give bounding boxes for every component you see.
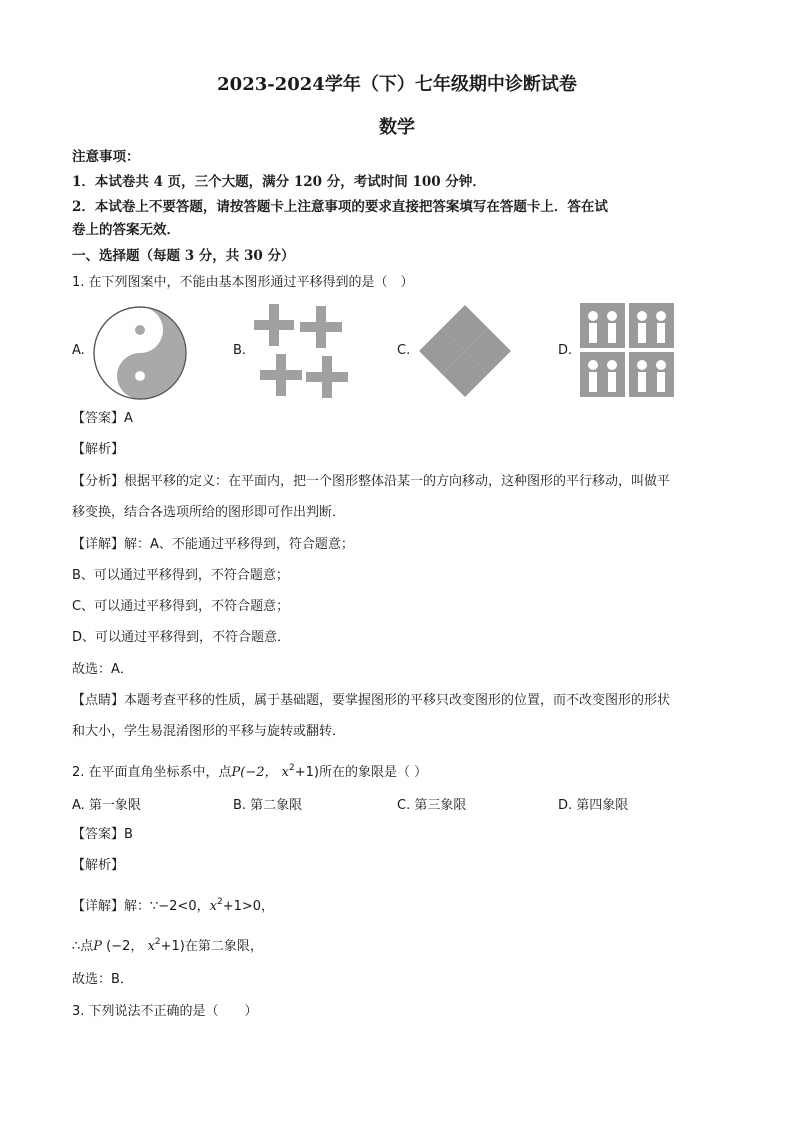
q1-analysis-label: 【解析】 [72,442,125,457]
q2-choose: 故选：B． [72,972,133,987]
q2-detail-prefix: 【详解】解：∵−2<0， [72,899,210,914]
q1-option-d-label: D. [558,343,573,358]
q2-point-var: x [281,765,290,780]
q1-detail-2: B、可以通过平移得到，不符合题意； [72,568,289,583]
q2-stem-prefix: 2. 在平面直角坐标系中，点 [72,765,232,780]
q1-option-a-label: A. [72,343,85,358]
q2-therefore-expr-b: +1) [160,939,185,954]
q1-comment-b: 和大小，学生易混淆图形的平移与旋转或翻转． [72,724,346,739]
q1-option-c-label: C. [397,343,411,358]
q1-choose: 故选：A． [72,662,133,677]
notes-item-1: 1．本试卷共 4 页，三个大题，满分 120 分，考试时间 100 分钟． [72,174,486,190]
exam-title: 2023-2024学年（下）七年级期中诊断试卷 [217,74,577,95]
q2-point-exp: 2 [289,763,295,773]
q2-option-b: B. 第二象限 [233,798,303,813]
q1-stem: 1. 在下列图案中，不能由基本图形通过平移得到的是（ ） [72,275,414,290]
panels-figure [579,302,675,398]
yin-yang-figure [92,305,188,401]
q1-answer: 【答案】A [72,411,133,426]
q2-stem [72,758,722,783]
notes-item-2a: 2．本试卷上不要答题，请按答题卡上注意事项的要求直接把答案填写在答题卡上．答在试 [72,199,608,215]
q1-detail-1: 【详解】解：A、不能通过平移得到，符合题意； [72,537,354,552]
q2-therefore-exp: 2 [154,937,161,947]
q2-detail-var: x [209,899,217,914]
section-heading: 一、选择题（每题 3 分，共 30 分） [72,248,295,264]
q2-therefore-prefix: ∴点 [72,939,94,954]
q2-option-c: C. 第三象限 [397,798,467,813]
crosses-figure [252,302,350,400]
q2-point-expr-a: P(−2， [231,765,278,780]
q2-detail-exp: 2 [216,897,223,907]
q1-detail-4: D、可以通过平移得到，不符合题意． [72,630,291,645]
q2-therefore-point: P [93,939,103,954]
q2-stem-suffix: 所在的象限是（ ） [319,765,428,780]
q1-option-b-label: B. [233,343,247,358]
q1-detail-3: C、可以通过平移得到，不符合题意； [72,599,290,614]
q2-analysis-label: 【解析】 [72,858,125,873]
q2-therefore-suffix: 在第二象限， [184,939,263,954]
q2-detail [72,892,722,917]
diamonds-figure [416,302,514,400]
notes-heading: 注意事项： [72,149,140,165]
q2-therefore-expr-a: (−2， [106,939,144,954]
q1-fenxi-b: 移变换，结合各选项所给的图形即可作出判断． [72,505,346,520]
q2-point-expr-b: +1) [294,765,319,780]
q1-comment-a: 【点睛】本题考查平移的性质，属于基础题，要掌握图形的平移只改变图形的位置，而不改变图形的形状 [72,693,671,708]
q2-therefore-var: x [147,939,155,954]
exam-subject: 数学 [379,117,415,138]
q2-answer: 【答案】B [72,827,133,842]
q3-stem: 3. 下列说法不正确的是（ ） [72,1004,258,1019]
q2-option-a: A. 第一象限 [72,798,141,813]
q2-therefore [72,932,722,957]
q2-detail-rest: +1>0， [222,899,275,914]
q1-fenxi-a: 【分析】根据平移的定义：在平面内，把一个图形整体沿某一的方向移动，这种图形的平行移动，叫做平 [72,474,671,489]
notes-item-2b: 卷上的答案无效． [72,222,180,238]
q2-option-d: D. 第四象限 [558,798,629,813]
